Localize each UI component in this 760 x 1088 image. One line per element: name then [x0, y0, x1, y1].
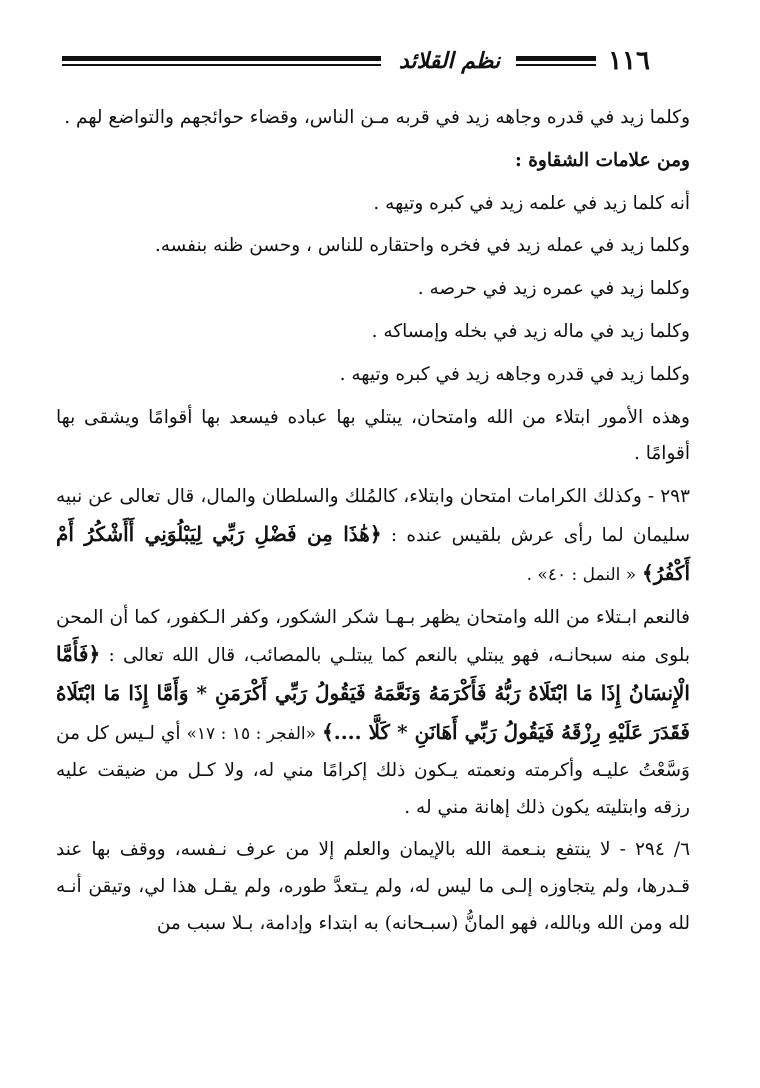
paragraph: وهذه الأمور ابتلاء من الله وامتحان، يبتلي بها عباده فيسعد بها أقوامًا ويشقى بها أقوامًا .	[56, 406, 690, 465]
paragraph: وكلما زيد في عمره زيد في حرصه .	[417, 278, 690, 300]
paragraph-text: أي لـيس كل من وَسَّعْتُ عليـه وأكرمته ونعمته يـكون ذلك إكرامًا مني له، ولا كـل من ضيقت عليه رزقه وابتليته يكون ذلك إهانة مني له .	[56, 722, 690, 818]
paragraph: وكلما زيد في قدره وجاهه زيد في كبره وتيهه .	[339, 363, 690, 385]
paragraph-text: ٢٩٣ - وكذلك الكرامات امتحان وابتلاء، كالمُلك والسلطان والمال، قال تعالى عن نبيه سليمان لما رأى عرش بلقيس عنده :	[56, 486, 690, 546]
paragraph-blessings	[56, 600, 690, 827]
quran-verse: ﴿هَٰذَا مِن فَضْلِ رَبِّي لِيَبْلُوَنِي أَأَشْكُرُ أَمْ أَكْفُرُ﴾	[56, 521, 690, 585]
paragraph: وكلما زيد في ماله زيد في بخله وإمساكه .	[371, 320, 690, 342]
page-header	[62, 40, 650, 82]
section-heading: ومن علامات الشقاوة :	[514, 149, 690, 171]
quran-verse: ﴿فَأَمَّا الْإِنسَانُ إِذَا مَا ابْتَلَاهُ رَبُّهُ فَأَكْرَمَهُ وَنَعَّمَهُ فَيَقُولُ رَبِّي أَكْرَمَنِ * وَأَمَّا إِذَا مَا ابْتَلَاهُ فَقَدَرَ عَلَيْهِ رِزْقَهُ فَيَقُولُ رَبِّي أَهَانَنِ * كَلَّا ....﴾	[56, 642, 690, 744]
verse-citation: «الفجر : ١٥ : ١٧»	[186, 723, 317, 744]
paragraph: وكلما زيد في عمله زيد في فخره واحتقاره للناس ، وحسن ظنه بنفسه.	[154, 235, 690, 257]
paragraph: وكلما زيد في قدره وجاهه زيد في قربه مـن الناس، وقضاء حوائجهم والتواضع لهم .	[64, 107, 690, 128]
paragraph-text: فالنعم ابـتلاء من الله وامتحان يظهر بـهـا شكر الشكور، وكفر الـكفور، كما أن المحن بلوى منه سبحانـه، فهو يبتلي بالنعم كما يبتلـي بالمصائب، قال الله تعالى :	[56, 606, 690, 667]
paragraph: أنه كلما زيد في علمه زيد في كبره وتيهه .	[373, 192, 690, 214]
verse-citation: « النمل : ٤٠» .	[526, 564, 637, 585]
page-body	[56, 100, 690, 943]
page-number: ١١٦	[608, 46, 650, 76]
paragraph-294: ٦/ ٢٩٤ - لا ينتفع بنـعمة الله بالإيمان والعلم إلا من عرف نـفسه، ووقف بها عند قـدرها، ولم يتجاوزه إلـى ما ليس له، ولم يـتعدَّ طوره، ولم يقـل هذا لي، وتيقن أنـه لله ومن الله وبالله، فهو المانُّ (سبـحانه) به ابتداء وإدامة، بـلا سبب من	[56, 839, 690, 934]
header-rule-long	[62, 56, 381, 66]
paragraph-293	[56, 479, 690, 593]
book-title: نظم القلائد	[398, 48, 501, 74]
header-rule-short	[516, 56, 596, 66]
